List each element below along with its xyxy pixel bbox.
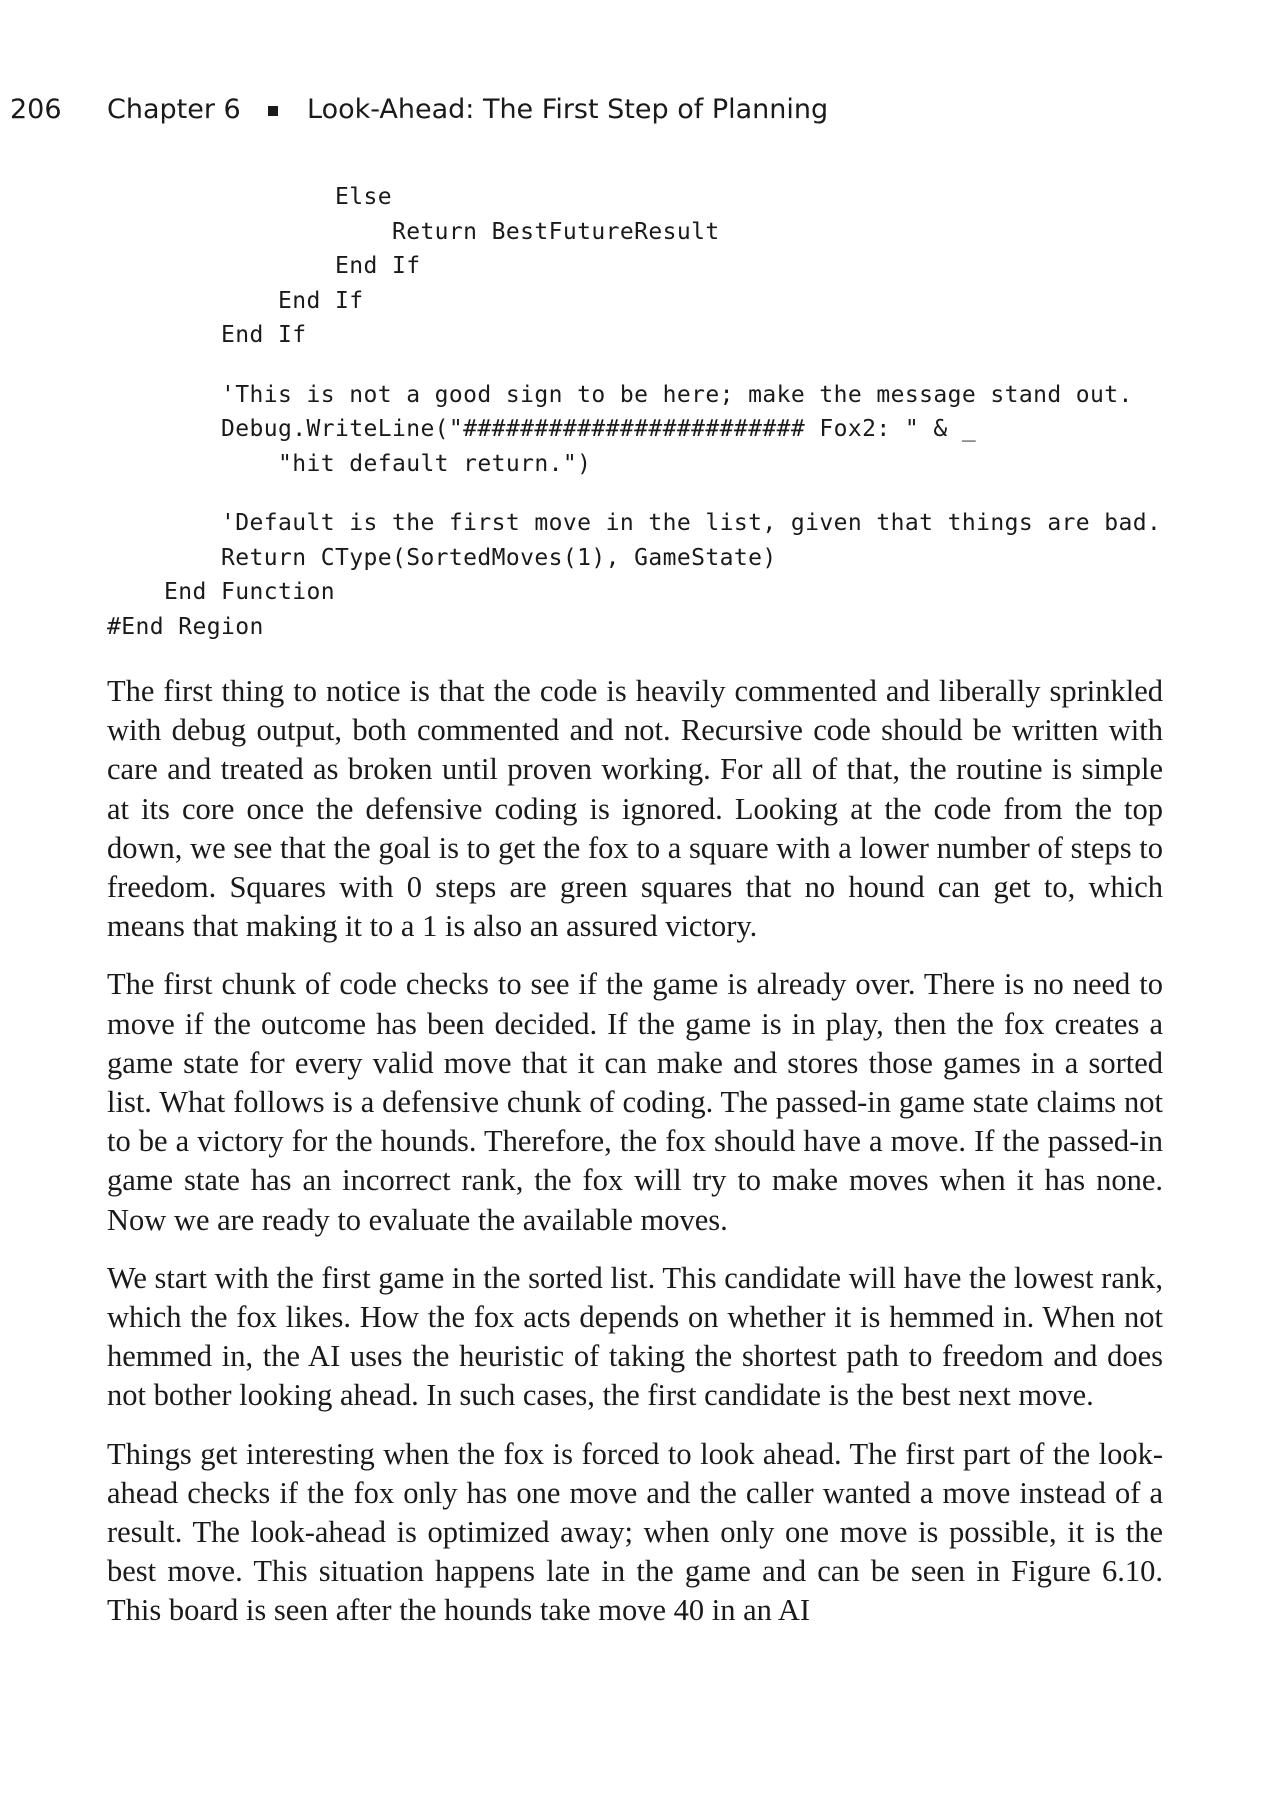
body-text [107,672,1163,1631]
code-line: Return BestFutureResult [107,218,720,245]
square-bullet-icon [268,106,278,116]
code-line: End Function [107,579,335,605]
page-number: 206 [10,94,62,125]
running-head [10,90,1170,130]
code-line: End If [107,322,307,348]
code-line: Debug.WriteLine("######################## Fox2: " & _ [107,416,977,442]
chapter-label: Chapter 6 [107,94,241,125]
code-blank-line [107,481,1177,506]
chapter-title: Look-Ahead: The First Step of Planning [307,94,829,125]
code-line: 'Default is the first move in the list, given that things are bad. [107,510,1162,536]
code-listing [107,180,1177,644]
code-line: "hit default return.") [107,450,592,477]
code-line: Return CType(SortedMoves(1), GameState) [107,544,777,571]
paragraph: We start with the first game in the sorted list. This candidate will have the lowest rank, which the fox likes. How the fox acts depends on whether it is hemmed in. When not hemmed in, the AI uses the heuristic of taking the shortest path to freedom and does not bother looking ahead. In such cases, the first candidate is the best next move. [107,1260,1163,1413]
code-line: End If [107,253,421,279]
code-blank-line [107,353,1177,378]
paragraph: The first thing to notice is that the code is heavily commented and liberally sprinkled with debug output, both commented and not. Recursive code should be written with care and treated as broken until proven working. For all of that, the routine is simple at its core once the defensive coding is ignored. Looking at the code from the top down, we see that the goal is to get the fox to a square with a lower number of steps to freedom. Squares with 0 steps are green squares that no hound can get to, which means that making it to a 1 is also an assured victory. [107,674,1163,944]
code-line: #End Region [107,613,264,640]
code-line: 'This is not a good sign to be here; make the message stand out. [107,381,1133,408]
code-line: End If [107,287,364,314]
paragraph: Things get interesting when the fox is forced to look ahead. The first part of the look-ahead checks if the fox only has one move and the caller wanted a move instead of a result. The look-ahead is optimized away; when only one move is possible, it is the best move. This situation happens late in the game and can be seen in Figure 6.10. This board is seen after the hounds take move 40 in an AI [107,1436,1163,1628]
paragraph: The first chunk of code checks to see if the game is already over. There is no need to move if the outcome has been decided. If the game is in play, then the fox creates a game state for every valid move that it can make and stores those games in a sorted list. What follows is a defensive chunk of coding. The passed-in game state claims not to be a victory for the hounds. Therefore, the fox should have a move. If the passed-in game state has an incorrect rank, the fox will try to make moves when it has none. Now we are ready to evaluate the available moves. [107,967,1163,1237]
code-line: Else [107,184,392,210]
